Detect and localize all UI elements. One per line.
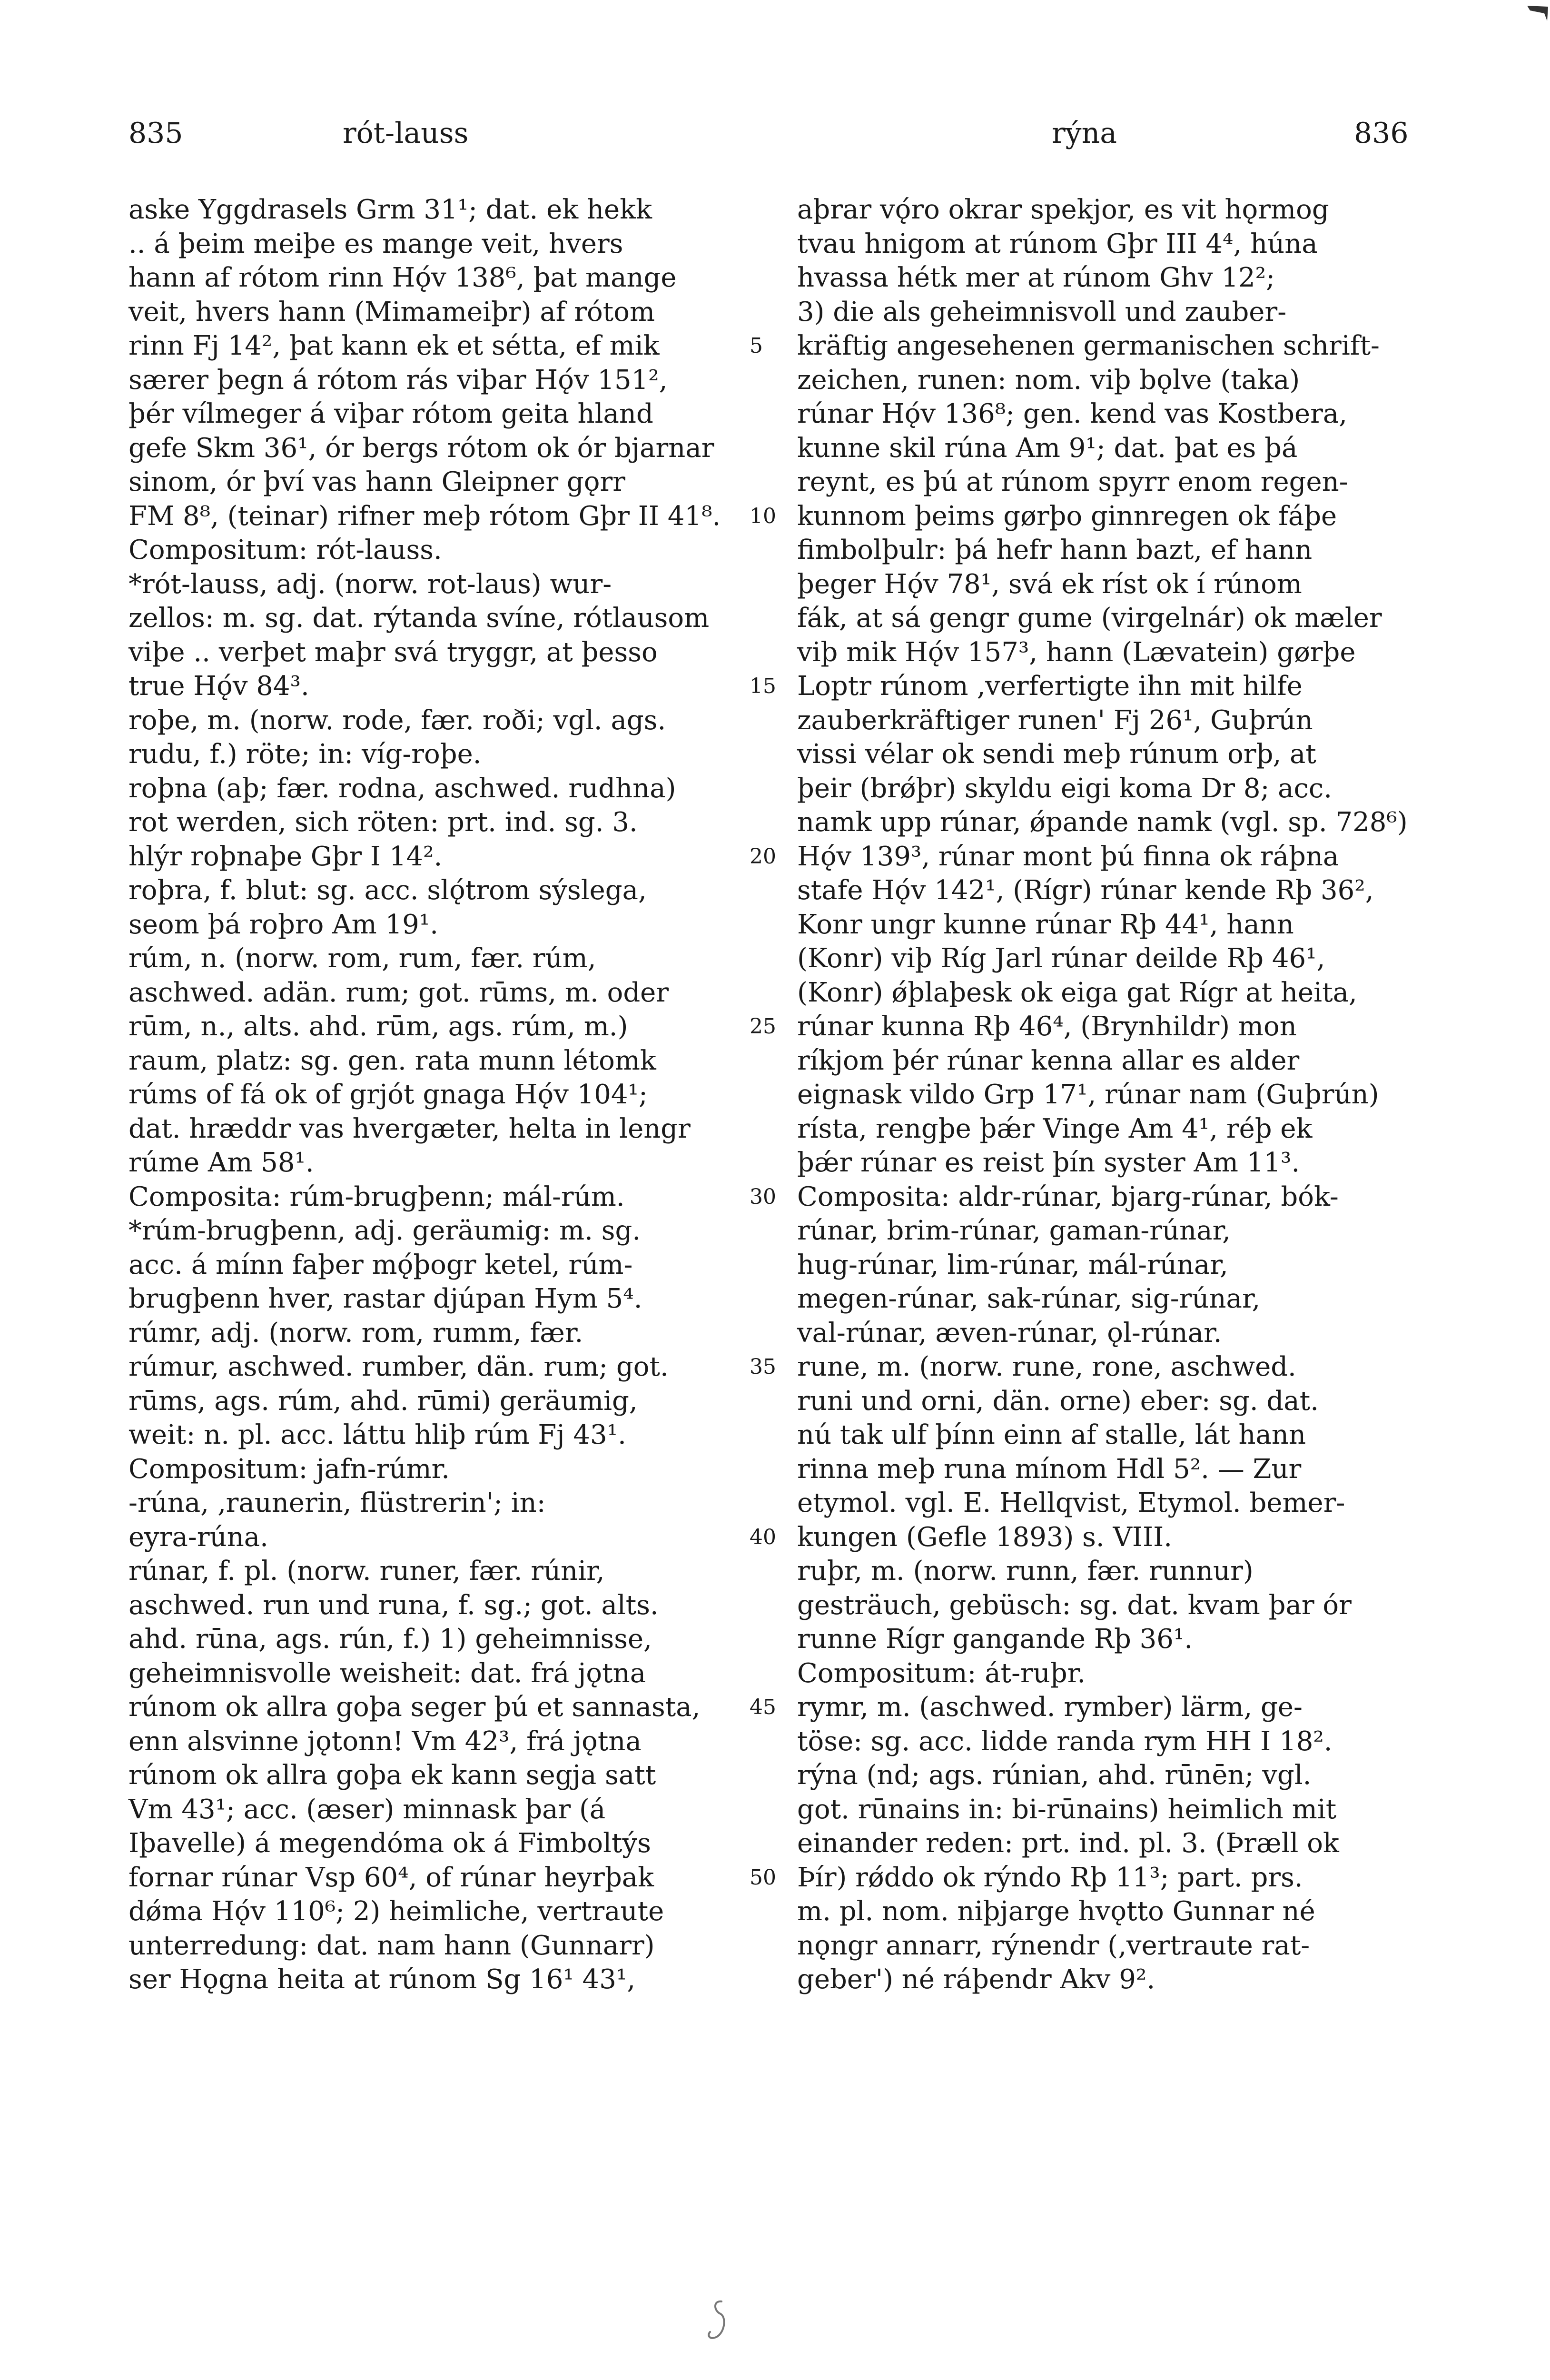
text-line: kräftig angesehenen germanischen schrift- xyxy=(797,330,1380,361)
text-line: rymr, m. (aschwed. rymber) lärm, ge- xyxy=(797,1692,1303,1723)
text-line: ruþr, m. (norw. runn, fær. runnur) xyxy=(797,1556,1254,1587)
page-corner-mark xyxy=(1525,4,1550,23)
text-line: viþe .. verþet maþr svá tryggr, at þesso xyxy=(128,636,658,668)
text-line: nǫngr annarr, rýnendr (‚vertraute rat- xyxy=(797,1930,1310,1961)
text-line: Compositum: jafn-rúmr. xyxy=(128,1453,450,1485)
text-line: rúnom ok allra goþa seger þú et sannasta, xyxy=(128,1692,701,1723)
line-number: 5 xyxy=(750,334,763,358)
text-line: *rúm-brugþenn, adj. geräumig: m. sg. xyxy=(128,1215,641,1246)
text-line: m. pl. nom. niþjarge hvǫtto Gunnar né xyxy=(797,1896,1315,1927)
right-running-headword: rýna xyxy=(1052,117,1117,150)
text-line: acc. á mínn faþer mǫ́þogr ketel, rúm- xyxy=(128,1249,633,1280)
text-line: brugþenn hver, rastar djúpan Hym 5⁴. xyxy=(128,1283,642,1314)
text-line: hann af rótom rinn Hǫ́v 138⁶, þat mange xyxy=(128,262,677,293)
text-line: etymol. vgl. E. Hellqvist, Etymol. bemer- xyxy=(797,1488,1345,1518)
text-line: rúme Am 58¹. xyxy=(128,1147,314,1178)
text-line: *rót-lauss, adj. (norw. rot-laus) wur- xyxy=(128,568,612,600)
line-number: 10 xyxy=(750,504,776,528)
text-line: þér vílmeger á viþar rótom geita hland xyxy=(128,398,653,429)
left-column xyxy=(128,193,764,1997)
text-line: ríkjom þér rúnar kenna allar es alder xyxy=(797,1045,1300,1076)
text-line: enn alsvinne jǫtonn! Vm 42³, frá jǫtna xyxy=(128,1726,642,1757)
text-line: töse: sg. acc. lidde randa rym HH I 18². xyxy=(797,1726,1333,1757)
text-line: ahd. rūna, ags. rún, f.) 1) geheimnisse, xyxy=(128,1624,652,1655)
handwritten-mark xyxy=(703,2297,732,2349)
text-line: viþ mik Hǫ́v 157³, hann (Lævatein) gørþe xyxy=(797,636,1356,668)
text-line: vissi vélar ok sendi meþ rúnum orþ, at xyxy=(797,739,1316,770)
line-number: 20 xyxy=(750,844,776,869)
text-line: aþrar vǫ́ro okrar spekjor, es vit hǫrmog xyxy=(797,194,1329,225)
text-line: rune, m. (norw. rune, rone, aschwed. xyxy=(797,1351,1296,1382)
text-line: Loptr rúnom ‚verfertigte ihn mit hilfe xyxy=(797,671,1303,702)
text-line: ser Hǫgna heita at rúnom Sg 16¹ 43¹, xyxy=(128,1964,636,1995)
text-line: namk upp rúnar, ǿpande namk (vgl. sp. 728⁶) xyxy=(797,807,1408,838)
left-page-number: 835 xyxy=(128,117,183,150)
text-line: rúm, n. (norw. rom, rum, fær. rúm, xyxy=(128,943,596,974)
text-line: Konr ungr kunne rúnar Rþ 44¹, hann xyxy=(797,909,1294,940)
text-line: aschwed. adän. rum; got. rūms, m. oder xyxy=(128,977,669,1008)
text-line: aske Yggdrasels Grm 31¹; dat. ek hekk xyxy=(128,194,652,225)
text-line: dat. hræddr vas hvergæter, helta in lengr xyxy=(128,1113,691,1144)
text-line: hug-rúnar, lim-rúnar, mál-rúnar, xyxy=(797,1249,1228,1280)
text-line: þeir (brǿþr) skyldu eigi koma Dr 8; acc. xyxy=(797,773,1333,804)
text-line: megen-rúnar, sak-rúnar, sig-rúnar, xyxy=(797,1283,1261,1314)
text-line: rudu, f.) röte; in: víg-roþe. xyxy=(128,739,482,770)
text-line: runne Rígr gangande Rþ 36¹. xyxy=(797,1624,1193,1655)
text-line: runi und orni, dän. orne) eber: sg. dat. xyxy=(797,1385,1319,1417)
text-line: þǽr rúnar es reist þín syster Am 11³. xyxy=(797,1147,1300,1178)
text-line: rúms of fá ok of grjót gnaga Hǫ́v 104¹; xyxy=(128,1079,648,1110)
line-number: 45 xyxy=(750,1695,776,1719)
text-line: rísta, rengþe þǽr Vinge Am 4¹, réþ ek xyxy=(797,1113,1313,1144)
line-number: 35 xyxy=(750,1355,776,1379)
text-line: weit: n. pl. acc. láttu hliþ rúm Fj 43¹. xyxy=(128,1419,626,1450)
text-line: seom þá roþro Am 19¹. xyxy=(128,909,438,940)
text-line: FM 8⁸, (teinar) rifner meþ rótom Gþr II 41⁸. xyxy=(128,500,721,532)
text-line: true Hǫ́v 84³. xyxy=(128,671,309,702)
text-line: gesträuch, gebüsch: sg. dat. kvam þar ór xyxy=(797,1589,1352,1621)
text-line: roþe, m. (norw. rode, fær. roði; vgl. ags. xyxy=(128,704,666,736)
text-line: Compositum: át-ruþr. xyxy=(797,1657,1086,1689)
text-line: dǿma Hǫ́v 110⁶; 2) heimliche, vertraute xyxy=(128,1896,664,1927)
text-line: Compositum: rót-lauss. xyxy=(128,535,442,565)
text-line: zellos: m. sg. dat. rýtanda svíne, rótlausom xyxy=(128,603,710,634)
text-line: gefe Skm 36¹, ór bergs rótom ok ór bjarnar xyxy=(128,432,714,464)
text-line: roþra, f. blut: sg. acc. slǫ́trom sýslega, xyxy=(128,875,647,906)
text-line: fák, at sá gengr gume (virgelnár) ok mæler xyxy=(797,603,1382,634)
text-line: Composita: aldr-rúnar, bjarg-rúnar, bók- xyxy=(797,1181,1339,1212)
text-line: veit, hvers hann (Mimameiþr) af rótom xyxy=(128,296,655,327)
text-line: eignask vildo Grp 17¹, rúnar nam (Guþrún) xyxy=(797,1079,1379,1110)
text-line: rinn Fj 14², þat kann ek et sétta, ef mik xyxy=(128,330,660,361)
line-number: 40 xyxy=(750,1525,776,1549)
text-line: reynt, es þú at rúnom spyrr enom regen- xyxy=(797,466,1348,497)
right-page-number: 836 xyxy=(1354,117,1409,150)
text-line: hlýr roþnaþe Gþr I 14². xyxy=(128,841,443,872)
text-line: tvau hnigom at rúnom Gþr III 4⁴, húna xyxy=(797,228,1318,259)
text-line: zeichen, runen: nom. viþ bǫlve (taka) xyxy=(797,364,1300,396)
text-line: stafe Hǫ́v 142¹, (Rígr) rúnar kende Rþ 36², xyxy=(797,875,1374,906)
text-line: rot werden, sich röten: prt. ind. sg. 3. xyxy=(128,807,638,838)
text-line: fimbolþulr: þá hefr hann bazt, ef hann xyxy=(797,535,1313,565)
text-line: rúmur, aschwed. rumber, dän. rum; got. xyxy=(128,1351,669,1382)
text-line: rúnom ok allra goþa ek kann segja satt xyxy=(128,1760,656,1791)
text-line: sinom, ór því vas hann Gleipner gǫrr xyxy=(128,466,625,497)
text-line: einander reden: prt. ind. pl. 3. (Þræll ok xyxy=(797,1828,1339,1859)
text-line: geber') né ráþendr Akv 9². xyxy=(797,1964,1155,1995)
text-line: rúnar, f. pl. (norw. runer, fær. rúnir, xyxy=(128,1556,605,1587)
text-line: kungen (Gefle 1893) s. VIII. xyxy=(797,1521,1173,1553)
line-number: 30 xyxy=(750,1184,776,1209)
text-line: rinna meþ runa mínom Hdl 5². — Zur xyxy=(797,1453,1302,1485)
text-line: rúmr, adj. (norw. rom, rumm, fær. xyxy=(128,1317,583,1349)
text-line: got. rūnains in: bi-rūnains) heimlich mit xyxy=(797,1794,1337,1825)
text-line: (Konr) viþ Ríg Jarl rúnar deilde Rþ 46¹, xyxy=(797,943,1325,974)
text-line: (Konr) ǿþlaþesk ok eiga gat Rígr at heita, xyxy=(797,977,1357,1008)
text-line: fornar rúnar Vsp 60⁴, of rúnar heyrþak xyxy=(128,1862,654,1893)
text-line: særer þegn á rótom rás viþar Hǫ́v 151², xyxy=(128,364,668,396)
text-line: rūm, n., alts. ahd. rūm, ags. rúm, m.) xyxy=(128,1011,628,1042)
text-line: unterredung: dat. nam hann (Gunnarr) xyxy=(128,1930,655,1961)
left-running-headword: rót-lauss xyxy=(343,117,469,150)
text-line: Hǫ́v 139³, rúnar mont þú finna ok ráþna xyxy=(797,841,1339,872)
right-column xyxy=(797,193,1432,1997)
text-line: kunnom þeims gørþo ginnregen ok fáþe xyxy=(797,500,1337,532)
text-line: geheimnisvolle weisheit: dat. frá jǫtna xyxy=(128,1657,646,1689)
line-number: 25 xyxy=(750,1014,776,1039)
line-number: 15 xyxy=(750,674,776,698)
text-line: rúnar, brim-rúnar, gaman-rúnar, xyxy=(797,1215,1231,1246)
text-line: zauberkräftiger runen' Fj 26¹, Guþrún xyxy=(797,704,1313,736)
text-line: eyra-rúna. xyxy=(128,1521,268,1553)
text-line: .. á þeim meiþe es mange veit, hvers xyxy=(128,228,623,259)
text-line: val-rúnar, æven-rúnar, ǫl-rúnar. xyxy=(797,1317,1222,1349)
text-line: -rúna, ‚raunerin, flüstrerin'; in: xyxy=(128,1488,546,1518)
text-line: rūms, ags. rúm, ahd. rūmi) geräumig, xyxy=(128,1385,638,1417)
text-line: 3) die als geheimnisvoll und zauber- xyxy=(797,296,1287,327)
text-line: Þír) rǿddo ok rýndo Rþ 11³; part. prs. xyxy=(797,1862,1303,1893)
text-line: hvassa hétk mer at rúnom Ghv 12²; xyxy=(797,262,1275,293)
text-line: Iþavelle) á megendóma ok á Fimboltýs xyxy=(128,1828,651,1859)
text-line: rúnar Hǫ́v 136⁸; gen. kend vas Kostbera, xyxy=(797,398,1348,429)
line-number: 50 xyxy=(750,1865,776,1890)
text-line: rúnar kunna Rþ 46⁴, (Brynhildr) mon xyxy=(797,1011,1297,1042)
text-line: raum, platz: sg. gen. rata munn létomk xyxy=(128,1045,656,1076)
text-line: rýna (nd; ags. rúnian, ahd. rūnēn; vgl. xyxy=(797,1760,1312,1791)
text-line: kunne skil rúna Am 9¹; dat. þat es þá xyxy=(797,432,1298,464)
text-line: Composita: rúm-brugþenn; mál-rúm. xyxy=(128,1181,625,1212)
text-line: aschwed. run und runa, f. sg.; got. alts. xyxy=(128,1589,659,1621)
text-line: roþna (aþ; fær. rodna, aschwed. rudhna) xyxy=(128,773,676,804)
text-line: Vm 43¹; acc. (æser) minnask þar (á xyxy=(128,1794,606,1825)
text-line: þeger Hǫ́v 78¹, svá ek ríst ok í rúnom xyxy=(797,568,1302,600)
text-line: nú tak ulf þínn einn af stalle, lát hann xyxy=(797,1419,1306,1450)
